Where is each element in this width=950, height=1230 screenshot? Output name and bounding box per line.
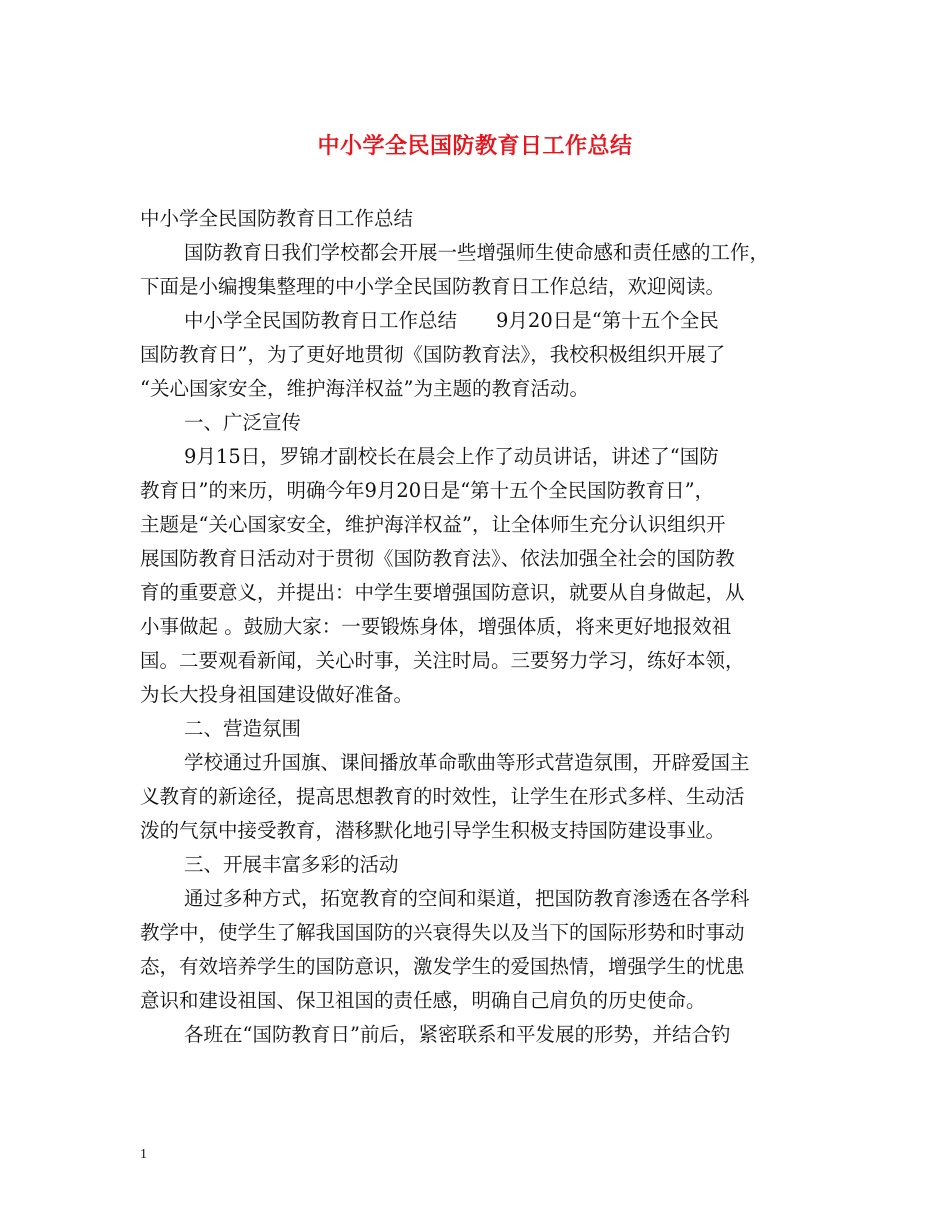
section-heading: 一、广泛宣传 <box>184 411 302 434</box>
paragraph-line: 教育日”的来历，明确今年9月20日是“第十五个全民国防教育日”， <box>140 479 715 502</box>
paragraph-line: 教学中，使学生了解我国国防的兴衰得失以及当下的国际形势和时事动 <box>140 921 745 944</box>
paragraph-line: 泼的气氛中接受教育，潜移默化地引导学生积极支持国防建设事业。 <box>140 819 726 842</box>
paragraph-line: 下面是小编搜集整理的中小学全民国防教育日工作总结，欢迎阅读。 <box>140 275 726 298</box>
section-heading: 二、营造氛围 <box>184 717 302 740</box>
paragraph-line: 育的重要意义，并提出：中学生要增强国防意识，就要从自身做起，从 <box>140 581 745 604</box>
paragraph-line: “关心国家安全，维护海洋权益”为主题的教育活动。 <box>140 377 589 400</box>
paragraph-line: 态，有效培养学生的国防意识，激发学生的爱国热情，增强学生的忧患 <box>140 955 745 978</box>
page-number: 1 <box>140 1147 147 1162</box>
paragraph-line: 为长大投身祖国建设做好准备。 <box>140 683 414 706</box>
paragraph-line: 意识和建设祖国、保卫祖国的责任感，明确自己肩负的历史使命。 <box>140 989 706 1012</box>
paragraph-line: 义教育的新途径，提高思想教育的时效性，让学生在形式多样、生动活 <box>140 785 745 808</box>
paragraph-line: 通过多种方式，拓宽教育的空间和渠道，把国防教育渗透在各学科 <box>184 887 750 910</box>
section-heading: 三、开展丰富多彩的活动 <box>184 853 399 876</box>
paragraph-line: 9月15日，罗锦才副校长在晨会上作了动员讲话，讲述了“国防 <box>184 445 719 468</box>
document-body <box>140 202 820 1052</box>
document-title: 中小学全民国防教育日工作总结 <box>317 134 633 159</box>
paragraph-line: 国防教育日”，为了更好地贯彻《国防教育法》，我校积极组织开展了 <box>140 343 726 366</box>
paragraph-line: 学校通过升国旗、课间播放革命歌曲等形式营造氛围，开辟爱国主 <box>184 751 750 774</box>
paragraph-line: 小事做起 。鼓励大家：一要锻炼身体，增强体质，将来更好地报效祖 <box>140 615 732 638</box>
paragraph-line: 展国防教育日活动对于贯彻《国防教育法》、依法加强全社会的国防教 <box>140 547 735 570</box>
subtitle-line: 中小学全民国防教育日工作总结 <box>140 207 414 230</box>
paragraph-line: 各班在“国防教育日”前后，紧密联系和平发展的形势，并结合钓 <box>184 1023 731 1046</box>
paragraph-line: 中小学全民国防教育日工作总结 9月20日是“第十五个全民 <box>184 309 719 332</box>
paragraph-line: 国。二要观看新闻，关心时事，关注时局。三要努力学习，练好本领， <box>140 649 745 672</box>
paragraph-line: 国防教育日我们学校都会开展一些增强师生使命感和责任感的工作， <box>184 241 770 264</box>
paragraph-line: 主题是“关心国家安全，维护海洋权益”，让全体师生充分认识组织开 <box>140 513 726 536</box>
